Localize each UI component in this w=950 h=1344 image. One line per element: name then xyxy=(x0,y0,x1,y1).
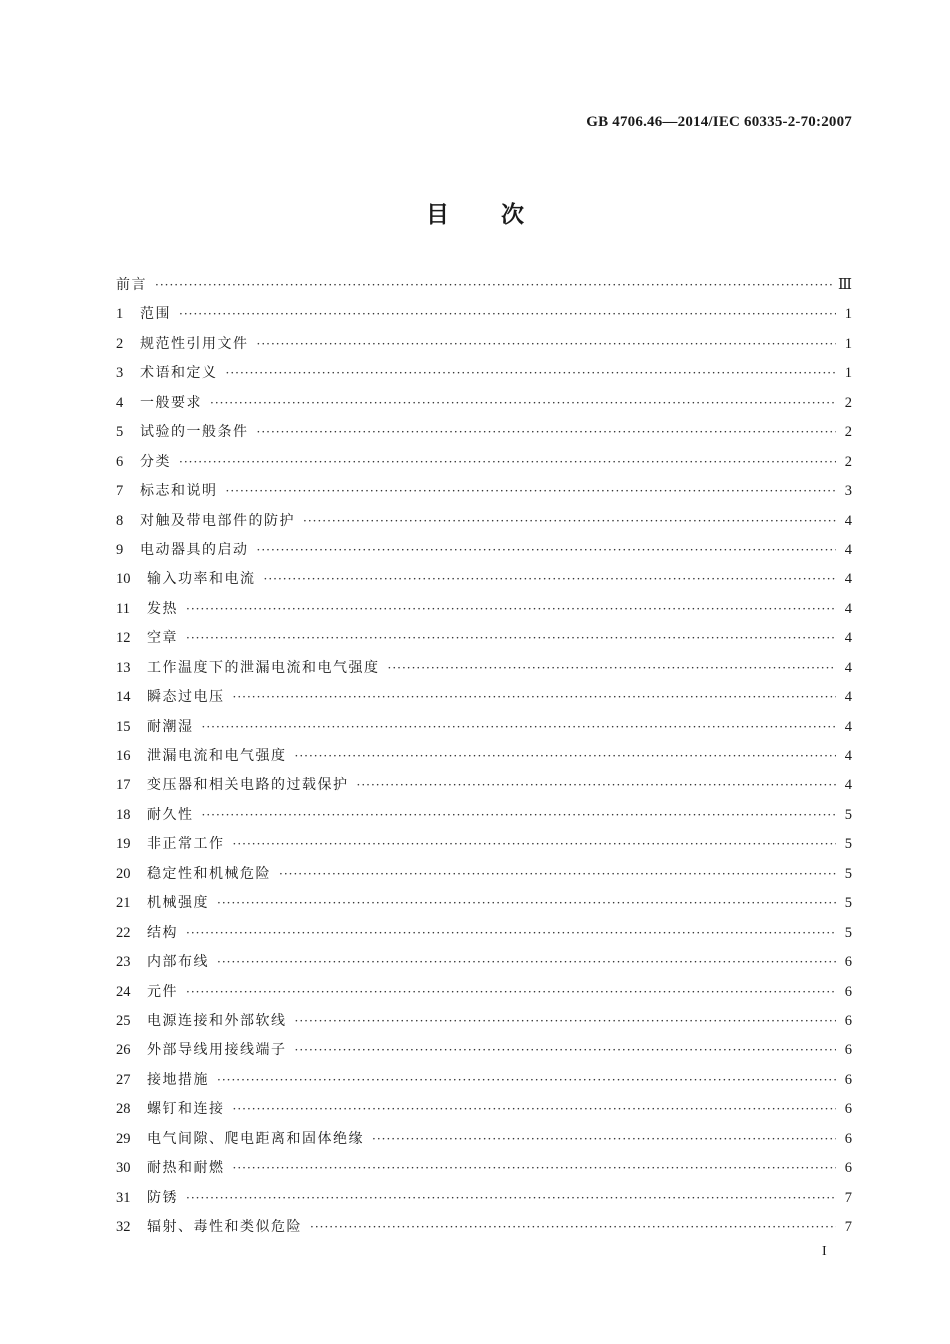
toc-entry[interactable] xyxy=(116,951,852,980)
toc-entry-number: 3 xyxy=(116,365,124,382)
toc-entry-number: 22 xyxy=(116,924,131,941)
toc-entry-label: 辐射、毒性和类似危险 xyxy=(147,1219,302,1235)
toc-dot-leader xyxy=(257,337,837,351)
toc-entry-number: 27 xyxy=(116,1071,131,1088)
toc-title-char-1: 目 xyxy=(426,202,449,228)
toc-entry-label: 试验的一般条件 xyxy=(140,424,249,441)
toc-entry-number: 15 xyxy=(116,718,131,735)
toc-entry-label: 螺钉和连接 xyxy=(147,1101,225,1118)
toc-entry-page-number: 6 xyxy=(844,983,852,1000)
toc-dot-leader xyxy=(257,543,837,557)
toc-entry-label: 外部导线用接线端子 xyxy=(147,1042,287,1059)
toc-dot-leader xyxy=(310,1220,836,1234)
toc-entry-label: 耐热和耐燃 xyxy=(147,1160,225,1177)
toc-entry-page-number: 6 xyxy=(844,1130,852,1147)
toc-entry-number: 18 xyxy=(116,806,131,823)
toc-entry[interactable] xyxy=(116,1069,852,1098)
toc-title-char-2: 次 xyxy=(501,202,524,228)
toc-entry[interactable] xyxy=(116,922,852,951)
toc-entry-label: 结构 xyxy=(147,924,178,941)
toc-entry-number: 12 xyxy=(116,630,131,647)
toc-entry[interactable] xyxy=(116,1098,852,1127)
toc-entry-label: 防锈 xyxy=(147,1189,178,1206)
toc-dot-leader xyxy=(295,1043,837,1057)
toc-entry[interactable] xyxy=(116,274,852,303)
toc-entry[interactable] xyxy=(116,686,852,715)
toc-entry-page-number: 5 xyxy=(844,895,852,912)
toc-dot-leader xyxy=(226,366,837,380)
toc-entry-number: 2 xyxy=(116,335,124,352)
toc-entry-label: 耐久性 xyxy=(147,806,194,823)
toc-entry[interactable] xyxy=(116,833,852,862)
toc-entry-number: 31 xyxy=(116,1189,131,1206)
toc-entry-label: 对触及带电部件的防护 xyxy=(140,512,295,529)
toc-dot-leader xyxy=(295,1014,837,1028)
toc-entry-number: 32 xyxy=(116,1219,131,1235)
toc-entry[interactable] xyxy=(116,863,852,892)
toc-entry-label: 术语和定义 xyxy=(140,365,218,382)
toc-entry-number: 9 xyxy=(116,541,124,558)
toc-entry-page-number: 4 xyxy=(844,571,852,588)
toc-entry[interactable] xyxy=(116,598,852,627)
toc-dot-leader xyxy=(388,661,837,675)
toc-entry-page-number: Ⅲ xyxy=(838,277,852,293)
toc-dot-leader xyxy=(233,1161,837,1175)
toc-dot-leader xyxy=(210,396,836,410)
toc-entry-number: 21 xyxy=(116,895,131,912)
toc-entry-page-number: 4 xyxy=(844,689,852,706)
toc-entry-page-number: 6 xyxy=(844,954,852,971)
toc-entry-page-number: 6 xyxy=(844,1012,852,1029)
toc-entry-page-number: 6 xyxy=(844,1160,852,1177)
toc-entry-page-number: 2 xyxy=(844,424,852,441)
toc-dot-leader xyxy=(186,631,836,645)
toc-entry[interactable] xyxy=(116,1187,852,1216)
toc-entry-number: 24 xyxy=(116,983,131,1000)
toc-entry[interactable] xyxy=(116,451,852,480)
toc-entry[interactable] xyxy=(116,480,852,509)
toc-entry-number: 17 xyxy=(116,777,131,794)
toc-dot-leader xyxy=(155,278,832,292)
toc-entry-page-number: 1 xyxy=(844,306,852,323)
toc-entry-label: 元件 xyxy=(147,983,178,1000)
toc-entry-page-number: 4 xyxy=(844,541,852,558)
toc-dot-leader xyxy=(217,1073,836,1087)
toc-entry-label: 稳定性和机械危险 xyxy=(147,865,271,882)
toc-entry-number: 6 xyxy=(116,453,124,470)
toc-dot-leader xyxy=(264,572,837,586)
toc-entry-number: 1 xyxy=(116,306,124,323)
toc-entry-label: 瞬态过电压 xyxy=(147,689,225,706)
toc-dot-leader xyxy=(303,514,836,528)
toc-entry-page-number: 6 xyxy=(844,1042,852,1059)
toc-entry[interactable] xyxy=(116,716,852,745)
toc-entry[interactable] xyxy=(116,804,852,833)
toc-dot-leader xyxy=(186,926,836,940)
toc-entry-label: 分类 xyxy=(140,453,171,470)
toc-entry[interactable] xyxy=(116,568,852,597)
toc-entry[interactable] xyxy=(116,1216,852,1245)
toc-entry-number: 4 xyxy=(116,394,124,411)
toc-entry-number: 23 xyxy=(116,954,131,971)
toc-dot-leader xyxy=(372,1132,836,1146)
toc-entry[interactable] xyxy=(116,745,852,774)
toc-entry-page-number: 4 xyxy=(844,748,852,764)
toc-entry-page-number: 1 xyxy=(844,335,852,352)
toc-entry-number: 13 xyxy=(116,659,131,676)
toc-entry-number: 7 xyxy=(116,483,124,500)
toc-dot-leader xyxy=(233,1102,837,1116)
toc-entry[interactable] xyxy=(116,627,852,656)
toc-dot-leader xyxy=(233,690,837,704)
toc-entry[interactable] xyxy=(116,892,852,921)
toc-dot-leader xyxy=(179,307,836,321)
toc-entry-label: 非正常工作 xyxy=(147,836,225,853)
toc-entry-page-number: 2 xyxy=(844,394,852,411)
toc-dot-leader xyxy=(202,720,837,734)
toc-entry-page-number: 4 xyxy=(844,512,852,529)
toc-entry-label: 接地措施 xyxy=(147,1071,209,1088)
toc-entry[interactable] xyxy=(116,1039,852,1068)
toc-entry-number: 11 xyxy=(116,600,130,617)
toc-entry-label: 工作温度下的泄漏电流和电气强度 xyxy=(147,659,380,676)
toc-entry-label: 泄漏电流和电气强度 xyxy=(147,748,287,764)
toc-entry[interactable] xyxy=(116,362,852,391)
toc-entry-page-number: 2 xyxy=(844,453,852,470)
toc-entry-page-number: 6 xyxy=(844,1071,852,1088)
toc-entry-label: 耐潮湿 xyxy=(147,718,194,735)
toc-entry-page-number: 5 xyxy=(844,836,852,853)
toc-entry-label: 输入功率和电流 xyxy=(147,571,256,588)
toc-dot-leader xyxy=(279,867,836,881)
toc-entry-page-number: 3 xyxy=(844,483,852,500)
toc-entry[interactable] xyxy=(116,303,852,332)
toc-dot-leader xyxy=(217,896,836,910)
toc-dot-leader xyxy=(186,1191,836,1205)
toc-dot-leader xyxy=(226,484,837,498)
toc-entry[interactable] xyxy=(116,1128,852,1157)
toc-entry[interactable] xyxy=(116,981,852,1010)
standard-number-header: GB 4706.46—2014/IEC 60335-2-70:2007 xyxy=(586,114,852,130)
toc-entry[interactable] xyxy=(116,539,852,568)
toc-entry-label: 电气间隙、爬电距离和固体绝缘 xyxy=(147,1130,364,1147)
toc-dot-leader xyxy=(295,749,837,763)
toc-entry-number: 26 xyxy=(116,1042,131,1059)
toc-entry-label: 机械强度 xyxy=(147,895,209,912)
toc-title xyxy=(0,196,950,229)
toc-entry[interactable] xyxy=(116,657,852,686)
toc-entry[interactable] xyxy=(116,392,852,421)
toc-dot-leader xyxy=(357,778,837,792)
toc-entry-number: 29 xyxy=(116,1130,131,1147)
page-folio: I xyxy=(822,1244,827,1259)
toc-entry-number: 14 xyxy=(116,689,131,706)
toc-entry-number: 20 xyxy=(116,865,131,882)
toc-entry-page-number: 4 xyxy=(844,777,852,794)
toc-dot-leader xyxy=(186,602,836,616)
toc-entry-number: 25 xyxy=(116,1012,131,1029)
toc-entry-page-number: 1 xyxy=(844,365,852,382)
toc-entry-label: 电源连接和外部软线 xyxy=(147,1012,287,1029)
toc-dot-leader xyxy=(179,455,836,469)
toc-entry-number: 28 xyxy=(116,1101,131,1118)
toc-entry-number: 10 xyxy=(116,571,131,588)
toc-entry-page-number: 4 xyxy=(844,600,852,617)
toc-entry-page-number: 4 xyxy=(844,630,852,647)
toc-entry[interactable] xyxy=(116,1010,852,1039)
toc-dot-leader xyxy=(186,985,836,999)
toc-entry-page-number: 6 xyxy=(844,1101,852,1118)
table-of-contents xyxy=(116,274,852,1245)
toc-entry-label: 一般要求 xyxy=(140,394,202,411)
toc-entry-page-number: 7 xyxy=(844,1219,852,1235)
toc-entry[interactable] xyxy=(116,421,852,450)
toc-entry-label: 内部布线 xyxy=(147,954,209,971)
toc-entry-number: 8 xyxy=(116,512,124,529)
toc-entry-number: 30 xyxy=(116,1160,131,1177)
toc-entry-page-number: 4 xyxy=(844,659,852,676)
toc-entry[interactable] xyxy=(116,1157,852,1186)
toc-dot-leader xyxy=(217,955,836,969)
toc-entry-number: 16 xyxy=(116,748,131,764)
toc-dot-leader xyxy=(233,837,837,851)
toc-entry-label: 前言 xyxy=(116,277,147,293)
toc-entry-page-number: 5 xyxy=(844,865,852,882)
toc-entry-number: 19 xyxy=(116,836,131,853)
toc-entry-page-number: 7 xyxy=(844,1189,852,1206)
toc-entry-label: 空章 xyxy=(147,630,178,647)
toc-entry-page-number: 4 xyxy=(844,718,852,735)
toc-entry-label: 规范性引用文件 xyxy=(140,335,249,352)
toc-entry-page-number: 5 xyxy=(844,806,852,823)
toc-dot-leader xyxy=(202,808,837,822)
toc-entry-label: 范围 xyxy=(140,306,171,323)
toc-entry-label: 变压器和相关电路的过载保护 xyxy=(147,777,349,794)
toc-entry[interactable] xyxy=(116,774,852,803)
toc-entry-label: 发热 xyxy=(147,600,178,617)
toc-entry-number: 5 xyxy=(116,424,124,441)
toc-entry-label: 标志和说明 xyxy=(140,483,218,500)
toc-entry[interactable] xyxy=(116,333,852,362)
toc-dot-leader xyxy=(257,425,837,439)
toc-entry-label: 电动器具的启动 xyxy=(140,541,249,558)
toc-entry-page-number: 5 xyxy=(844,924,852,941)
toc-entry[interactable] xyxy=(116,510,852,539)
